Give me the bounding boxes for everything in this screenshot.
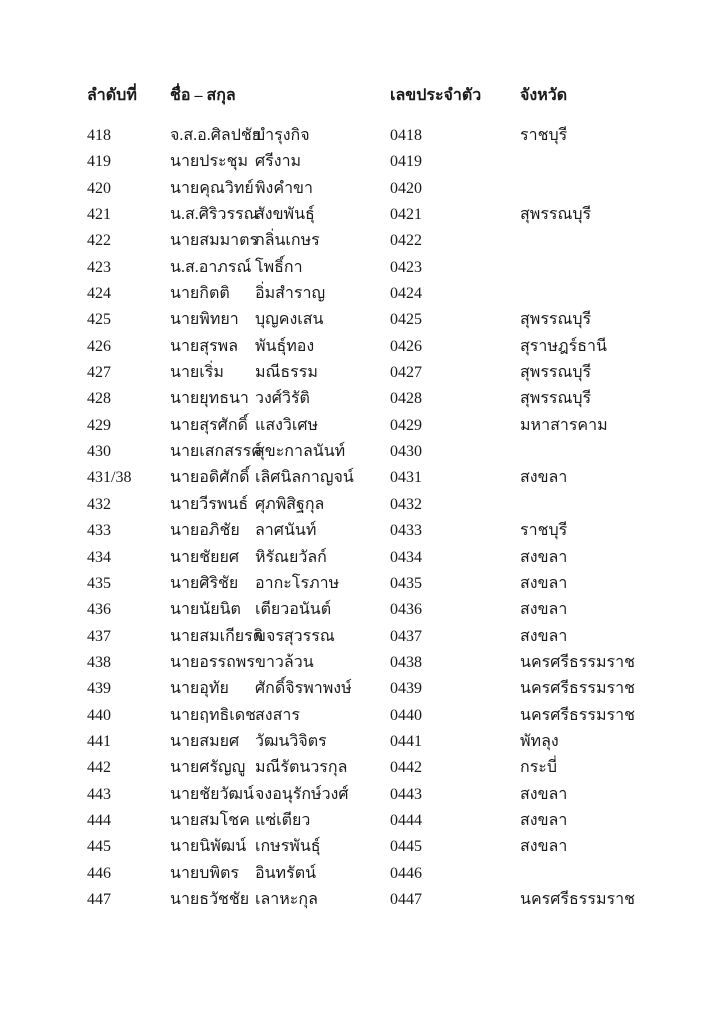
row-id-cell: 0424 bbox=[390, 285, 422, 303]
row-id-cell: 0437 bbox=[390, 627, 422, 645]
row-no-cell: 435 bbox=[87, 574, 111, 592]
row-lastname-cell: พันธุ์ทอง bbox=[255, 337, 315, 355]
row-firstname-cell: นายสมเกียรติ bbox=[170, 627, 264, 645]
row-firstname-cell: นายเริ่ม bbox=[170, 364, 224, 382]
row-no-cell: 426 bbox=[87, 337, 111, 355]
table-row bbox=[87, 837, 704, 863]
row-province-cell: สงขลา bbox=[520, 574, 568, 592]
row-firstname-cell: นายเสกสรรค์ bbox=[170, 443, 262, 461]
table-row bbox=[87, 521, 704, 547]
table-row bbox=[87, 811, 704, 837]
row-id-cell: 0445 bbox=[390, 838, 422, 856]
table-row bbox=[87, 231, 704, 257]
row-lastname-cell: ศรีงาม bbox=[255, 153, 302, 171]
table-row bbox=[87, 600, 704, 626]
header-name: ชื่อ – สกุล bbox=[170, 87, 236, 104]
row-firstname-cell: นายพิทยา bbox=[170, 311, 239, 329]
row-firstname-cell: นายสมมาตร bbox=[170, 232, 259, 250]
row-lastname-cell: มณีรัตนวรกุล bbox=[255, 759, 348, 777]
row-firstname-cell: นายประชุม bbox=[170, 153, 249, 171]
row-no-cell: 423 bbox=[87, 258, 111, 276]
row-lastname-cell: ศักดิ์จิรพาพงษ์ bbox=[255, 680, 352, 698]
table-row bbox=[87, 679, 704, 705]
row-firstname-cell: นายสุรพล bbox=[170, 337, 239, 355]
row-id-cell: 0435 bbox=[390, 574, 422, 592]
row-province-cell: ราชบุรี bbox=[520, 127, 568, 144]
row-id-cell: 0432 bbox=[390, 495, 422, 513]
table-row bbox=[87, 416, 704, 442]
table-row bbox=[87, 627, 704, 653]
row-lastname-cell: ขาวล้วน bbox=[255, 653, 314, 671]
row-province-cell: สุพรรณบุรี bbox=[520, 311, 592, 329]
roster-table bbox=[87, 86, 704, 916]
row-no-cell: 432 bbox=[87, 495, 111, 513]
table-row bbox=[87, 152, 704, 178]
table-row bbox=[87, 284, 704, 310]
row-firstname-cell: นายฤทธิเดช bbox=[170, 706, 257, 724]
table-row bbox=[87, 864, 704, 890]
row-lastname-cell: เตียวอนันต์ bbox=[255, 601, 332, 619]
table-row bbox=[87, 442, 704, 468]
row-lastname-cell: เลิศนิลกาญจน์ bbox=[255, 469, 354, 487]
row-id-cell: 0430 bbox=[390, 443, 422, 461]
table-row bbox=[87, 363, 704, 389]
row-lastname-cell: แซ่เตียว bbox=[255, 811, 311, 829]
row-province-cell: นครศรีธรรมราช bbox=[520, 706, 635, 724]
row-id-cell: 0421 bbox=[390, 206, 422, 224]
table-row bbox=[87, 548, 704, 574]
row-no-cell: 438 bbox=[87, 653, 111, 671]
row-id-cell: 0419 bbox=[390, 153, 422, 171]
row-lastname-cell: สุขะกาลนันท์ bbox=[255, 443, 346, 461]
row-lastname-cell: อิ่มสำราญ bbox=[255, 285, 326, 303]
row-province-cell: กระบี่ bbox=[520, 759, 558, 777]
row-province-cell: สงขลา bbox=[520, 601, 568, 619]
row-id-cell: 0423 bbox=[390, 258, 422, 276]
row-province-cell: สงขลา bbox=[520, 811, 568, 829]
row-lastname-cell: มณีธรรม bbox=[255, 364, 318, 382]
row-province-cell: นครศรีธรรมราช bbox=[520, 680, 635, 698]
row-id-cell: 0444 bbox=[390, 811, 422, 829]
table-header-row bbox=[87, 86, 704, 126]
row-no-cell: 430 bbox=[87, 443, 111, 461]
row-firstname-cell: นายบพิตร bbox=[170, 864, 239, 882]
row-no-cell: 419 bbox=[87, 153, 111, 171]
row-province-cell: สุราษฎร์ธานี bbox=[520, 337, 607, 355]
table-row bbox=[87, 495, 704, 521]
row-firstname-cell: นายสุรศักดิ์ bbox=[170, 416, 248, 434]
row-lastname-cell: ลาศนันท์ bbox=[255, 522, 317, 540]
row-lastname-cell: พิงคำขา bbox=[255, 179, 313, 197]
row-lastname-cell: แสงวิเศษ bbox=[255, 416, 319, 434]
row-province-cell: สงขลา bbox=[520, 548, 568, 566]
row-id-cell: 0429 bbox=[390, 416, 422, 434]
row-firstname-cell: นายศรัญญู bbox=[170, 759, 246, 777]
row-id-cell: 0440 bbox=[390, 706, 422, 724]
header-province: จังหวัด bbox=[520, 87, 568, 104]
row-province-cell: สุพรรณบุรี bbox=[520, 390, 592, 408]
row-id-cell: 0439 bbox=[390, 680, 422, 698]
row-no-cell: 444 bbox=[87, 811, 111, 829]
row-no-cell: 418 bbox=[87, 127, 111, 144]
row-province-cell: สงขลา bbox=[520, 627, 568, 645]
table-row bbox=[87, 468, 704, 494]
row-province-cell: ราชบุรี bbox=[520, 522, 568, 540]
table-row bbox=[87, 126, 704, 152]
row-lastname-cell: สงสาร bbox=[255, 706, 300, 724]
row-lastname-cell: จงอนุรักษ์วงศ์ bbox=[255, 785, 349, 803]
row-no-cell: 445 bbox=[87, 838, 111, 856]
row-no-cell: 441 bbox=[87, 732, 111, 750]
row-id-cell: 0431 bbox=[390, 469, 422, 487]
row-firstname-cell: นายอดิศักดิ์ bbox=[170, 469, 250, 487]
row-id-cell: 0434 bbox=[390, 548, 422, 566]
row-no-cell: 421 bbox=[87, 206, 111, 224]
row-id-cell: 0438 bbox=[390, 653, 422, 671]
row-id-cell: 0428 bbox=[390, 390, 422, 408]
table-row bbox=[87, 706, 704, 732]
row-firstname-cell: นายชัยยศ bbox=[170, 548, 240, 566]
row-province-cell: สงขลา bbox=[520, 469, 568, 487]
row-no-cell: 446 bbox=[87, 864, 111, 882]
row-firstname-cell: นายธวัชชัย bbox=[170, 890, 250, 908]
row-id-cell: 0441 bbox=[390, 732, 422, 750]
row-firstname-cell: นายกิตติ bbox=[170, 285, 230, 303]
row-no-cell: 425 bbox=[87, 311, 111, 329]
row-province-cell: มหาสารคาม bbox=[520, 416, 608, 434]
row-firstname-cell: นายสมโชค bbox=[170, 811, 250, 829]
row-no-cell: 420 bbox=[87, 179, 111, 197]
table-row bbox=[87, 758, 704, 784]
row-firstname-cell: นายอุทัย bbox=[170, 680, 229, 698]
row-lastname-cell: กลิ่นเกษร bbox=[255, 232, 320, 250]
row-lastname-cell: ขจรสุวรรณ bbox=[255, 627, 335, 645]
table-row bbox=[87, 389, 704, 415]
row-id-cell: 0426 bbox=[390, 337, 422, 355]
row-no-cell: 436 bbox=[87, 601, 111, 619]
row-id-cell: 0418 bbox=[390, 127, 422, 144]
row-firstname-cell: นายอรรถพร bbox=[170, 653, 255, 671]
row-no-cell: 434 bbox=[87, 548, 111, 566]
row-no-cell: 422 bbox=[87, 232, 111, 250]
row-province-cell: สุพรรณบุรี bbox=[520, 206, 592, 224]
row-firstname-cell: นายนิพัฒน์ bbox=[170, 838, 247, 856]
row-no-cell: 431/38 bbox=[87, 469, 132, 487]
table-row bbox=[87, 337, 704, 363]
row-no-cell: 443 bbox=[87, 785, 111, 803]
row-province-cell: สงขลา bbox=[520, 785, 568, 803]
table-row bbox=[87, 205, 704, 231]
row-firstname-cell: น.ส.อาภรณ์ bbox=[170, 258, 252, 276]
row-id-cell: 0442 bbox=[390, 759, 422, 777]
header-no: ลำดับที่ bbox=[87, 87, 137, 104]
row-firstname-cell: จ.ส.อ.ศิลปชัย bbox=[170, 127, 262, 144]
row-province-cell: นครศรีธรรมราช bbox=[520, 653, 635, 671]
row-no-cell: 428 bbox=[87, 390, 111, 408]
row-lastname-cell: บำรุงกิจ bbox=[255, 127, 310, 144]
row-province-cell: สุพรรณบุรี bbox=[520, 364, 592, 382]
row-lastname-cell: โพธิ์กา bbox=[255, 258, 303, 276]
header-id: เลขประจำตัว bbox=[390, 87, 482, 104]
row-firstname-cell: น.ส.ศิริวรรณ bbox=[170, 206, 259, 224]
row-no-cell: 433 bbox=[87, 522, 111, 540]
row-firstname-cell: นายอภิชัย bbox=[170, 522, 240, 540]
row-lastname-cell: อินทรัตน์ bbox=[255, 864, 317, 882]
row-no-cell: 437 bbox=[87, 627, 111, 645]
table-row bbox=[87, 653, 704, 679]
row-firstname-cell: นายชัยวัฒน์ bbox=[170, 785, 254, 803]
row-lastname-cell: เกษรพันธุ์ bbox=[255, 838, 321, 856]
table-row bbox=[87, 732, 704, 758]
row-no-cell: 429 bbox=[87, 416, 111, 434]
table-row bbox=[87, 179, 704, 205]
row-id-cell: 0443 bbox=[390, 785, 422, 803]
row-firstname-cell: นายนัยนิต bbox=[170, 601, 241, 619]
table-row bbox=[87, 785, 704, 811]
row-no-cell: 440 bbox=[87, 706, 111, 724]
row-province-cell: นครศรีธรรมราช bbox=[520, 890, 635, 908]
row-id-cell: 0422 bbox=[390, 232, 422, 250]
row-lastname-cell: ศุภพิสิฐกุล bbox=[255, 495, 325, 513]
table-row bbox=[87, 890, 704, 916]
row-province-cell: สงขลา bbox=[520, 838, 568, 856]
row-id-cell: 0433 bbox=[390, 522, 422, 540]
row-no-cell: 439 bbox=[87, 680, 111, 698]
row-lastname-cell: สังขพันธุ์ bbox=[255, 206, 315, 224]
row-firstname-cell: นายคุณวิทย์ bbox=[170, 179, 254, 197]
row-lastname-cell: วงศ์วิรัติ bbox=[255, 390, 310, 408]
row-id-cell: 0447 bbox=[390, 890, 422, 908]
row-lastname-cell: เลาหะกุล bbox=[255, 890, 318, 908]
table-row bbox=[87, 310, 704, 336]
row-province-cell: พัทลุง bbox=[520, 732, 559, 750]
table-row bbox=[87, 258, 704, 284]
row-no-cell: 442 bbox=[87, 759, 111, 777]
row-id-cell: 0436 bbox=[390, 601, 422, 619]
row-id-cell: 0446 bbox=[390, 864, 422, 882]
row-no-cell: 427 bbox=[87, 364, 111, 382]
row-firstname-cell: นายยุทธนา bbox=[170, 390, 249, 408]
row-lastname-cell: หิรัณยวัลก์ bbox=[255, 548, 327, 566]
row-lastname-cell: อากะโรภาษ bbox=[255, 574, 340, 592]
table-body bbox=[87, 126, 704, 916]
row-lastname-cell: บุญคงเสน bbox=[255, 311, 324, 329]
row-firstname-cell: นายวีรพนธ์ bbox=[170, 495, 249, 513]
row-no-cell: 424 bbox=[87, 285, 111, 303]
row-id-cell: 0427 bbox=[390, 364, 422, 382]
row-id-cell: 0420 bbox=[390, 179, 422, 197]
row-firstname-cell: นายสมยศ bbox=[170, 732, 240, 750]
row-id-cell: 0425 bbox=[390, 311, 422, 329]
row-firstname-cell: นายศิริชัย bbox=[170, 574, 239, 592]
row-no-cell: 447 bbox=[87, 890, 111, 908]
row-lastname-cell: วัฒนวิจิตร bbox=[255, 732, 327, 750]
table-row bbox=[87, 574, 704, 600]
